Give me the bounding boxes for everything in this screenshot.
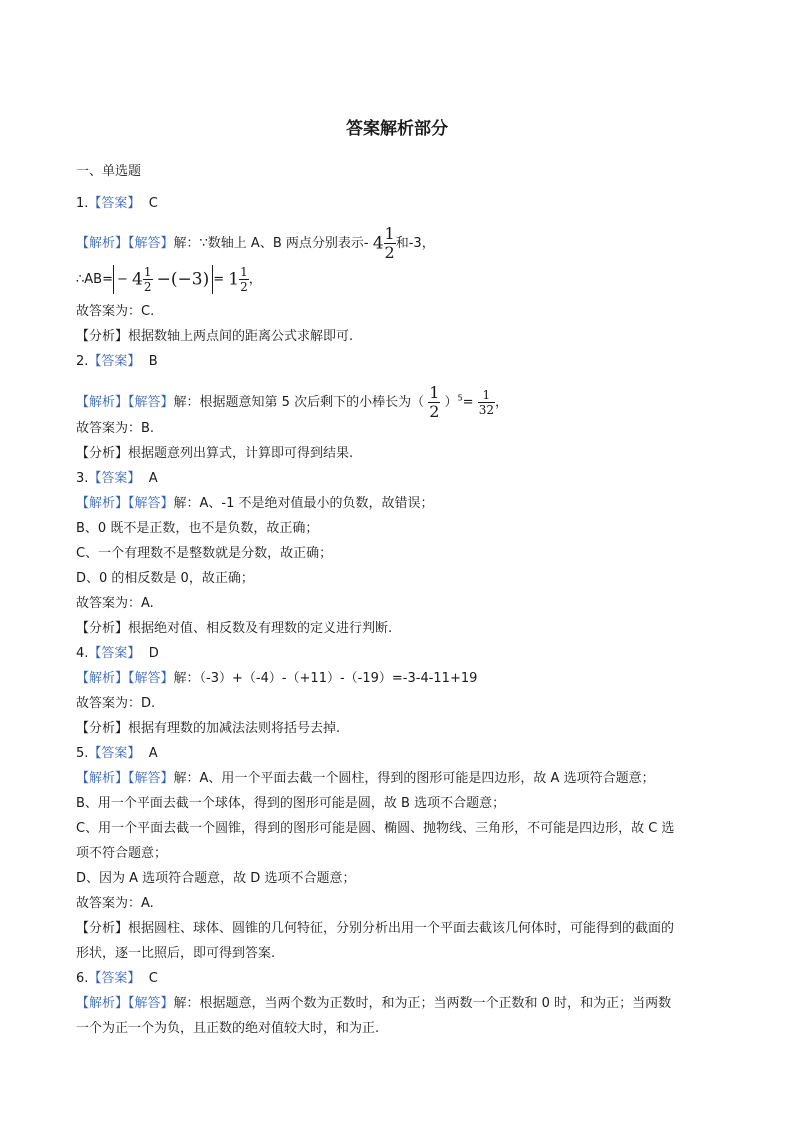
q5-line-d: D、因为 A 选项符合题意，故 D 选项不合题意； <box>76 871 356 886</box>
q4-answer: D <box>148 646 159 661</box>
q6-line-cont: 一个为正一个为负，且正数的绝对值较大时，和为正. <box>76 1021 380 1036</box>
q5-comment-cont: 形状，逐一比照后，即可得到答案. <box>76 946 276 961</box>
q3-line-c: C、一个有理数不是整数就是分数，故正确； <box>76 546 333 561</box>
q2-answer-line: 2.【答案】 B <box>76 354 158 369</box>
q6-solution-line: 【解析】【解答】解：根据题意，当两个数为正数时，和为正；当两数一个正数和 0 时，和为正；当两数 <box>76 996 672 1011</box>
q1-conclusion: 故答案为：C. <box>76 304 155 319</box>
q1-answer: C <box>148 196 158 211</box>
fraction: $\frac{1}{2}$ <box>429 383 440 421</box>
q2-comment: 【分析】根据题意列出算式，计算即可得到结果. <box>76 446 354 461</box>
q5-comment: 【分析】根据圆柱、球体、圆锥的几何特征，分别分析出用一个平面去截该几何体时，可能得到的截面的 <box>76 921 675 936</box>
q5-answer: A <box>148 746 158 761</box>
section-heading: 一、单选题 <box>76 164 142 179</box>
q4-solution-line: 【解析】【解答】解：（-3）+（-4）-（+11）-（-19）=-3-4-11+19 <box>76 671 478 686</box>
comment-tag: 【分析】 <box>76 329 129 344</box>
q1-ab-line: ∴AB= − 4 $\frac{1}{2}$ −(−3) = 1 $\frac{1}{2}$ ， <box>76 265 262 294</box>
q5-solution-line: 【解析】【解答】解：A、用一个平面去截一个圆柱，得到的图形可能是四边形，故 A 选项符合题意； <box>76 771 655 786</box>
q3-line-b: B、0 既不是正数，也不是负数，故正确； <box>76 521 319 536</box>
page-title: 答案解析部分 <box>346 119 448 139</box>
q1-answer-line: 1.【答案】 C <box>76 196 158 211</box>
q2-answer: B <box>148 354 158 369</box>
q5-answer-line: 5.【答案】 A <box>76 746 158 761</box>
q4-answer-line: 4.【答案】 D <box>76 646 159 661</box>
q4-conclusion: 故答案为：D. <box>76 696 156 711</box>
absolute-value-expression: − 4 $\frac{1}{2}$ −(−3) <box>113 265 213 294</box>
answer-tag: 【答案】 <box>88 196 141 211</box>
q5-line-c: C、用一个平面去截一个圆锥，得到的图形可能是圆、椭圆、抛物线、三角形，不可能是四边形，故 C 选 <box>76 821 675 836</box>
q5-conclusion: 故答案为：A. <box>76 896 154 911</box>
analysis-tag: 【解析】 <box>76 236 129 251</box>
q2-conclusion: 故答案为：B. <box>76 421 155 436</box>
fraction: $\frac{1}{2}$ <box>240 265 248 294</box>
q2-solution-line: 【解析】【解答】解：根据题意知第 5 次后剩下的小棒长为（ $\frac{1}{2}$ ）$^5$= $\frac{1}{32}$ ， <box>76 383 508 421</box>
solution-tag: 【解答】 <box>128 236 174 251</box>
q3-answer: A <box>148 471 158 486</box>
q5-line-c-cont: 项不符合题意； <box>76 846 168 861</box>
q5-line-b: B、用一个平面去截一个球体，得到的图形可能是圆，故 B 选项不合题意； <box>76 796 506 811</box>
q1-comment: 【分析】根据数轴上两点间的距离公式求解即可. <box>76 329 354 344</box>
q3-solution-line: 【解析】【解答】解：A、-1 不是绝对值最小的负数，故错误； <box>76 496 434 511</box>
q3-conclusion: 故答案为：A. <box>76 596 154 611</box>
q3-line-d: D、0 的相反数是 0，故正确； <box>76 571 254 586</box>
q3-comment: 【分析】根据绝对值、相反数及有理数的定义进行判断. <box>76 621 393 636</box>
q1-solution-line: 【解析】【解答】解：∵数轴上 A、B 两点分别表示- 4 $\frac{1}{2}$ 和-3， <box>76 224 435 262</box>
q4-comment: 【分析】根据有理数的加减法法则将括号去掉. <box>76 721 341 736</box>
fraction: $\frac{1}{32}$ <box>478 388 494 417</box>
q6-answer-line: 6.【答案】 C <box>76 971 158 986</box>
fraction: $\frac{1}{2}$ <box>384 224 395 262</box>
q3-answer-line: 3.【答案】 A <box>76 471 158 486</box>
q6-answer: C <box>148 971 158 986</box>
